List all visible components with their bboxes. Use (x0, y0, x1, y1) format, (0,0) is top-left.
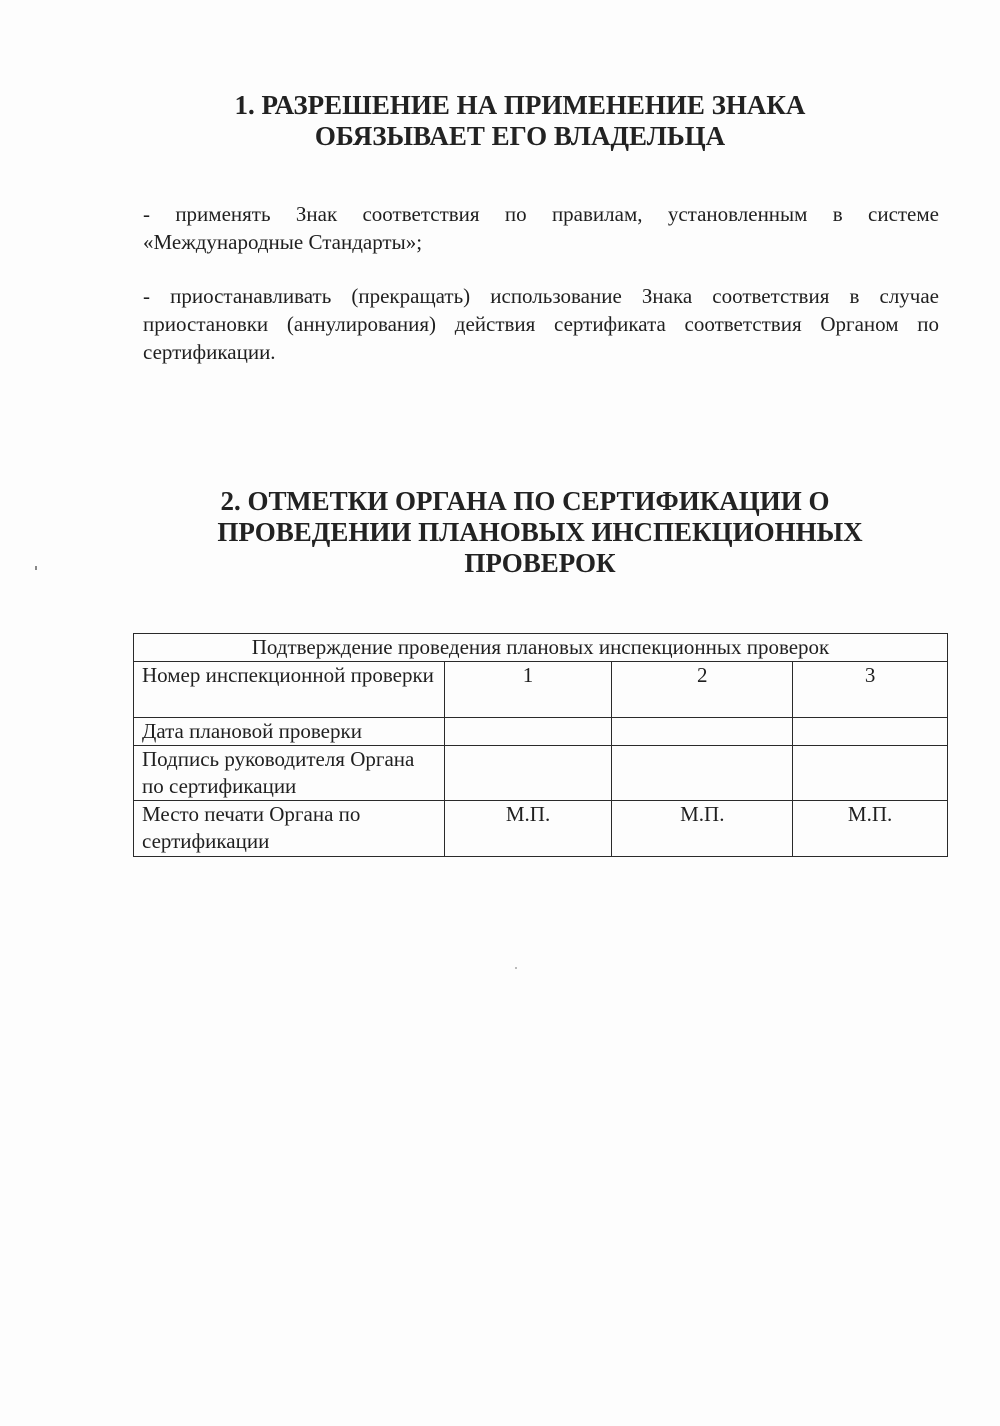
row-label-inspection-date: Дата плановой проверки (134, 718, 445, 746)
row-label-inspection-number: Номер инспекционной проверки (134, 662, 445, 718)
section-2-heading-line-1: 2. ОТМЕТКИ ОРГАНА ПО СЕРТИФИКАЦИИ О (220, 486, 830, 516)
table-row (134, 718, 948, 746)
seal-cell-1: М.П. (444, 801, 612, 857)
inspection-number-1: 1 (444, 662, 612, 718)
section-2-heading-line-3: ПРОВЕРОК (464, 548, 616, 578)
row-label-seal-place: Место печати Органа по сертификации (134, 801, 445, 857)
seal-cell-3: М.П. (793, 801, 948, 857)
table-row (134, 801, 948, 857)
row-label-signature: Подпись руководителя Органа по сертификации (134, 746, 445, 801)
table-row (134, 662, 948, 718)
section-2-heading (0, 486, 1000, 579)
signature-cell-2 (612, 746, 793, 801)
scan-speck (515, 967, 517, 969)
signature-cell-1 (444, 746, 612, 801)
obligation-paragraph-2: - приостанавливать (прекращать) использование Знака соответствия в случае приостановки (аннулирования) действия сертификата соответствия Органом по сертификации. (143, 284, 939, 364)
inspection-number-2: 2 (612, 662, 793, 718)
inspection-date-3 (793, 718, 948, 746)
signature-cell-3 (793, 746, 948, 801)
obligation-paragraph-1: - применять Знак соответствия по правилам, установленным в системе «Международные Стандарты»; (143, 202, 939, 254)
table-caption: Подтверждение проведения плановых инспекционных проверок (134, 634, 948, 662)
section-1-heading-line-2: ОБЯЗЫВАЕТ ЕГО ВЛАДЕЛЬЦА (314, 121, 726, 151)
table-row (134, 746, 948, 801)
seal-cell-2: М.П. (612, 801, 793, 857)
section-1-heading (0, 90, 1000, 152)
section-1-heading-line-1: 1. РАЗРЕШЕНИЕ НА ПРИМЕНЕНИЕ ЗНАКА (234, 90, 806, 120)
inspection-date-2 (612, 718, 793, 746)
scan-speck (35, 566, 37, 570)
inspection-date-1 (444, 718, 612, 746)
inspection-table (133, 633, 948, 857)
section-2-heading-line-2: ПРОВЕДЕНИИ ПЛАНОВЫХ ИНСПЕКЦИОННЫХ (217, 517, 863, 547)
inspection-number-3: 3 (793, 662, 948, 718)
table-caption-row (134, 634, 948, 662)
